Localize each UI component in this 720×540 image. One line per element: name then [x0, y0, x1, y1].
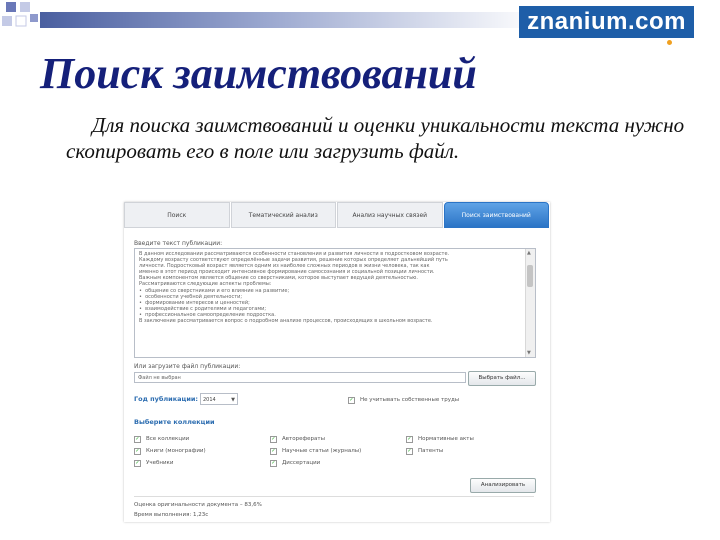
tab-thematic-analysis[interactable]: Тематический анализ — [231, 202, 337, 228]
collection-label: Все коллекции — [146, 436, 190, 442]
app-screenshot — [124, 202, 550, 522]
collection-checkbox[interactable]: ✓ — [271, 436, 276, 442]
collection-label: Учебники — [146, 460, 174, 466]
year-value: 2014 — [203, 397, 216, 403]
collection-checkbox[interactable]: ✓ — [407, 436, 412, 442]
choose-file-button[interactable]: Выбрать файл... — [468, 371, 536, 386]
year-label: Год публикации: — [134, 395, 199, 403]
tab-search[interactable]: Поиск — [124, 202, 230, 228]
collection-checkbox[interactable]: ✓ — [407, 448, 412, 454]
collection-label: Нормативные акты — [418, 436, 474, 442]
logo-text: znanium.com — [527, 8, 686, 35]
text-label: Введите текст публикации: — [134, 240, 223, 247]
collection-checkbox[interactable]: ✓ — [135, 436, 140, 442]
publication-text-area[interactable] — [134, 248, 536, 358]
exclude-own-checkbox[interactable]: ✓ — [349, 397, 354, 403]
analyze-button[interactable]: Анализировать — [470, 478, 536, 493]
file-label: Или загрузите файл публикации: — [134, 363, 241, 370]
collection-checkbox[interactable]: ✓ — [271, 448, 276, 454]
collection-checkbox[interactable]: ✓ — [271, 460, 276, 466]
collection-label: Книги (монографии) — [146, 448, 206, 454]
logo-dot-icon — [667, 40, 672, 45]
collection-label: Патенты — [418, 448, 444, 454]
slide-title: Поиск заимствований — [40, 49, 477, 98]
collections-title: Выберите коллекции — [134, 418, 215, 426]
collection-label: Научные статьи (журналы) — [282, 448, 362, 454]
chevron-down-icon: ▼ — [231, 397, 235, 403]
execution-time: Время выполнения: 1,23с — [134, 512, 209, 518]
collection-label: Диссертации — [282, 460, 321, 466]
year-select[interactable] — [200, 393, 238, 405]
header-gradient-bar — [40, 12, 540, 28]
scroll-down-icon[interactable]: ▼ — [527, 350, 531, 356]
tab-science-links[interactable]: Анализ научных связей — [337, 202, 443, 228]
tab-bar — [124, 202, 550, 228]
text-scrollbar[interactable] — [525, 249, 535, 357]
divider — [134, 496, 534, 497]
collection-checkbox[interactable]: ✓ — [135, 460, 140, 466]
scroll-up-icon[interactable]: ▲ — [527, 250, 531, 256]
znanium-logo — [519, 6, 694, 38]
collection-label: Авторефераты — [282, 436, 325, 442]
exclude-own-label: Не учитывать собственные труды — [360, 397, 460, 403]
collection-checkbox[interactable]: ✓ — [135, 448, 140, 454]
scrollbar-thumb[interactable] — [527, 265, 533, 287]
file-path-input[interactable]: Файл не выбран — [134, 372, 466, 383]
slide-description: Для поиска заимствований и оценки уникальности текста нужно скопировать его в поле или загрузить файл. — [66, 113, 685, 163]
publication-text: В данном исследовании рассматриваются особенности становления и развития личности в подростковом возрасте. Каждому возрасту соответствуют определённые задачи развития, решение которых определяет дальнейший путь личности. Подростковый возраст является одним из наиболее сложных периодов в жизни человека, так как именно в этот период происходит интенсивное формирование самосознания и социальной позиции личности. Важным компонентом является общение со сверстниками, которое выступает ведущей деятельностью. Рассматриваются следующие аспекты проблемы: • общение со сверстниками и его влияние на развитие; • особенности учебной деятельности; • формирование интересов и ценностей; • взаимодействие с родителями и педагогами; • профессиональное самоопределение подростка. В заключение рассматривается вопрос о подробном анализе процессов, происходящих в школьном возрасте. — [139, 251, 450, 325]
originality-result: Оценка оригинальности документа – 83,6% — [134, 502, 262, 508]
tab-borrowing-search[interactable]: Поиск заимствований — [444, 202, 550, 228]
